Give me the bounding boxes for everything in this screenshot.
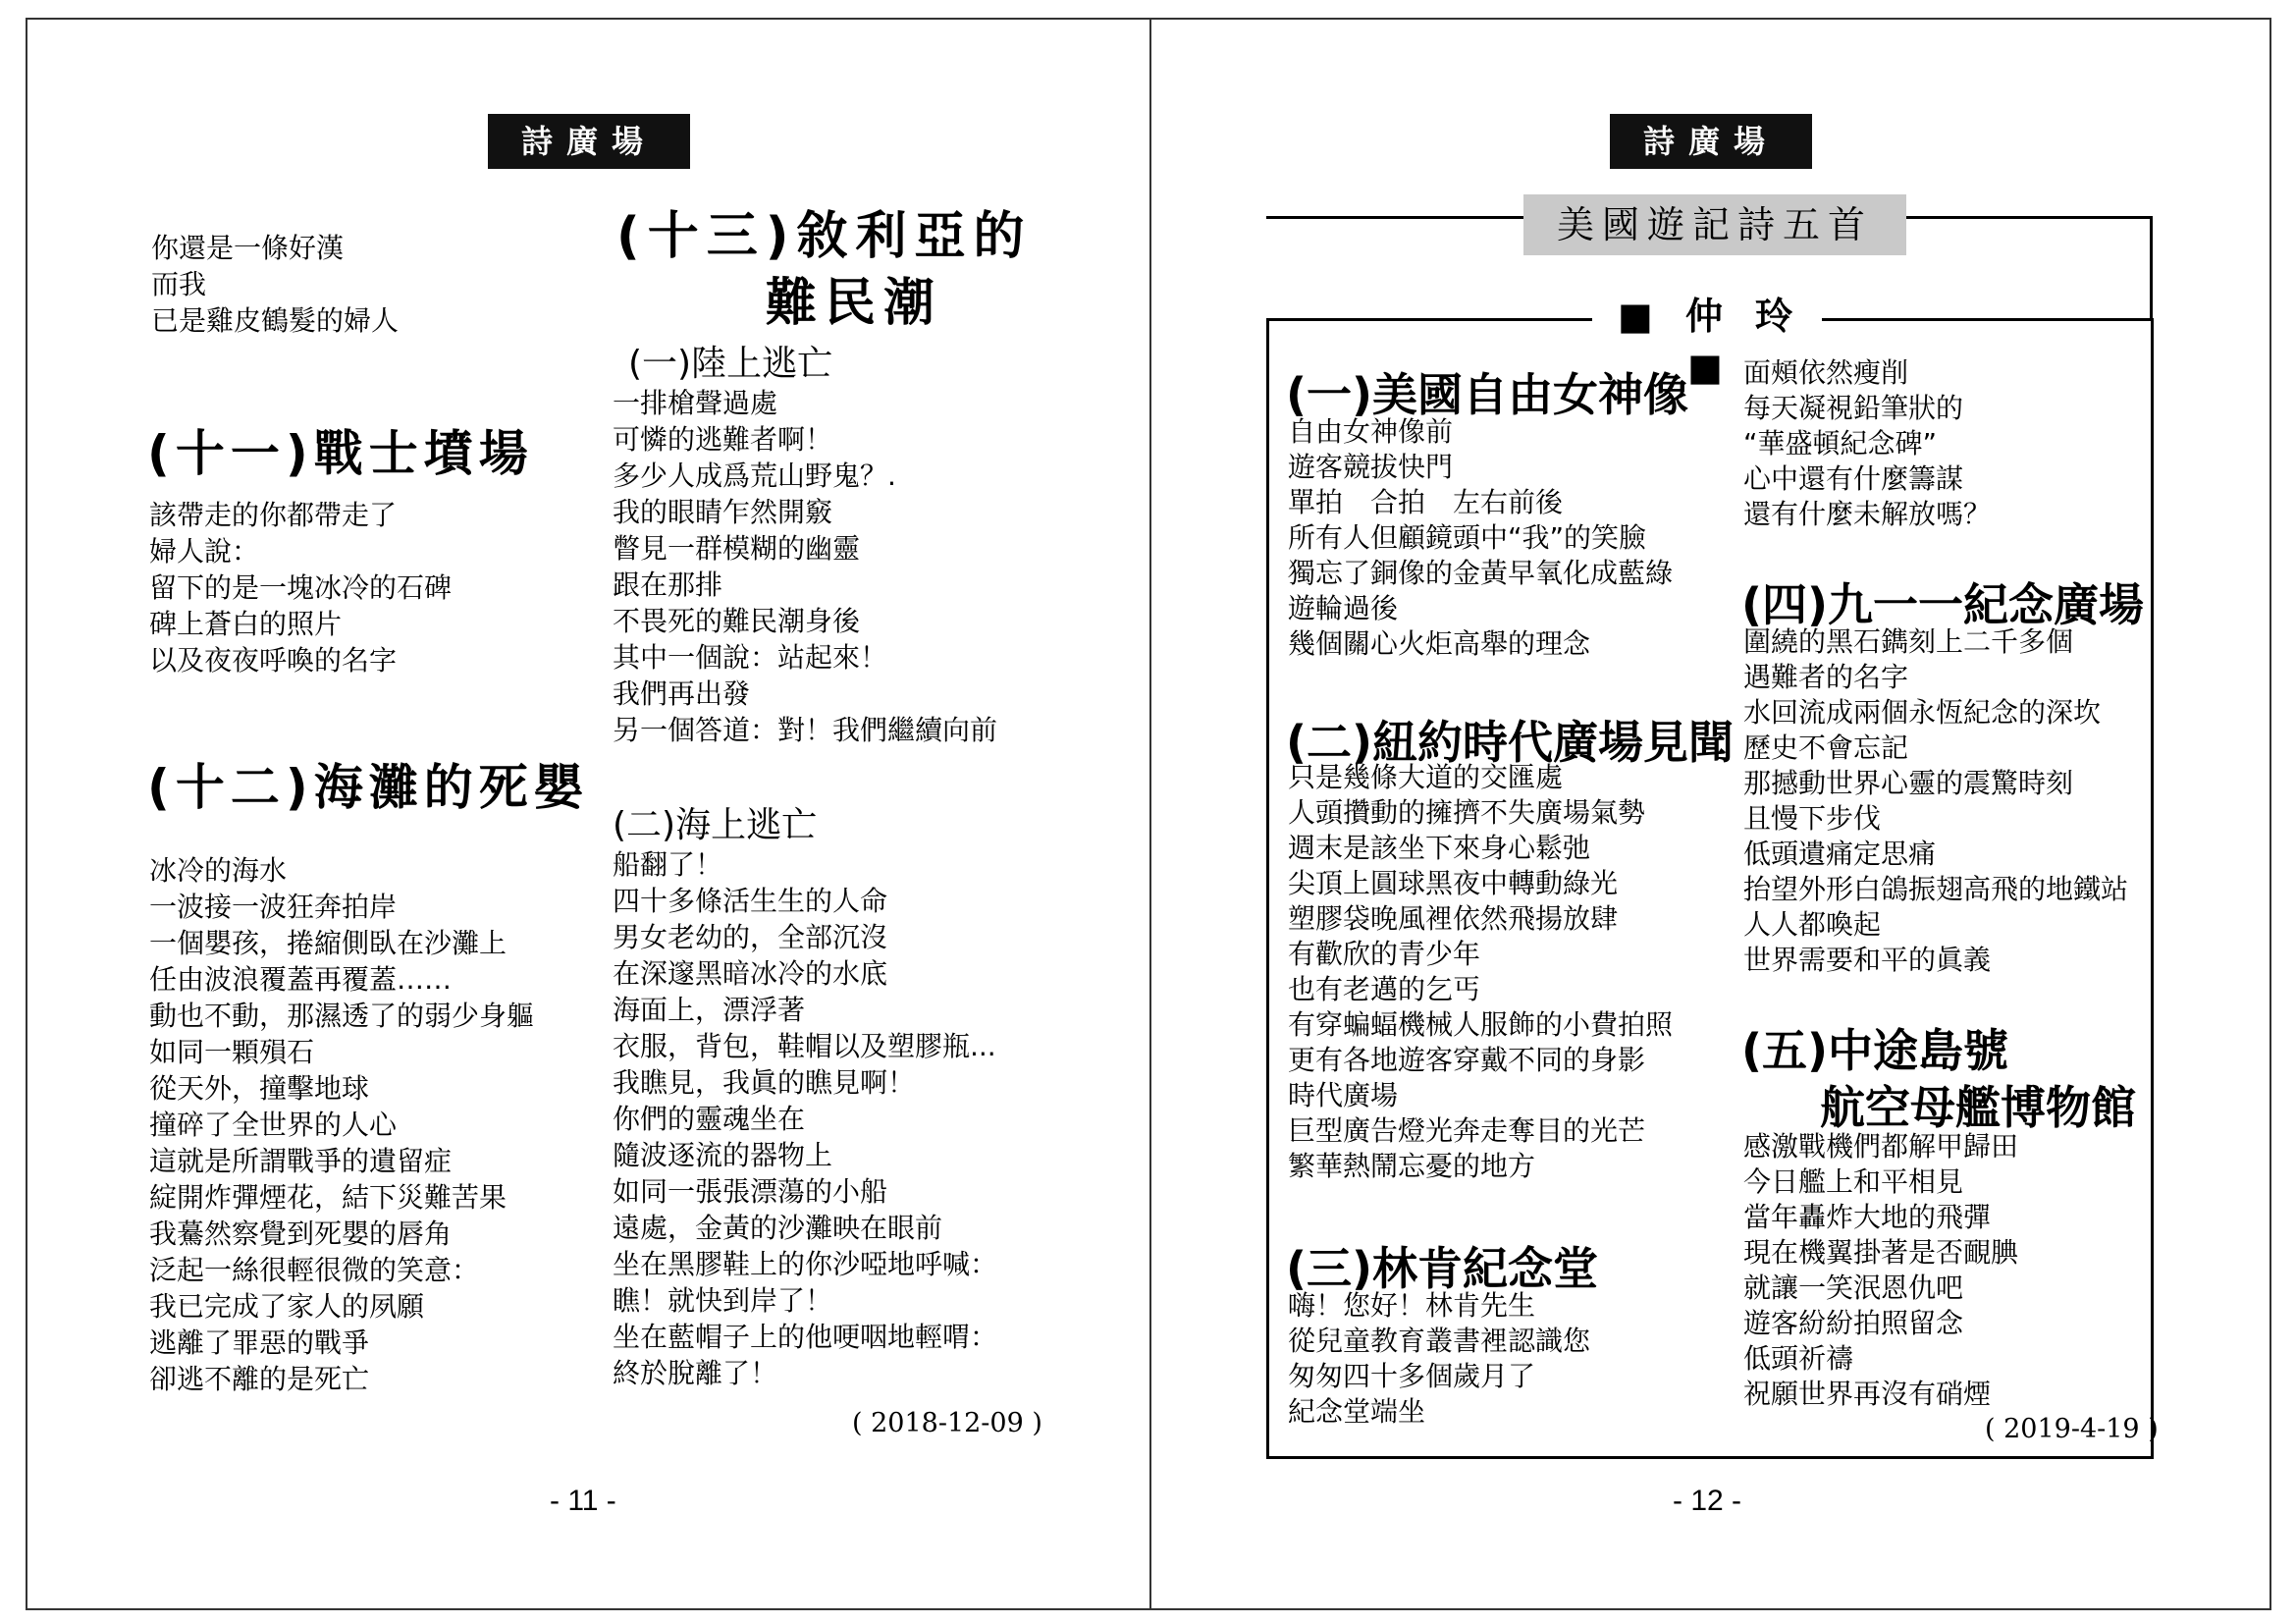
- poem-line: 那撼動世界心靈的震驚時刻: [1743, 767, 2074, 799]
- right-page-number: - 12 -: [1673, 1485, 1742, 1517]
- poem-line: 隨波逐流的器物上: [613, 1139, 833, 1171]
- poem-line: 更有各地遊客穿戴不同的身影: [1288, 1044, 1646, 1076]
- page-fold-line: [1149, 18, 1151, 1610]
- poem-line: 有歡欣的青少年: [1288, 938, 1481, 970]
- poem-line: 撞碎了全世界的人心: [149, 1109, 398, 1141]
- poem-line: 你們的靈魂坐在: [613, 1103, 806, 1135]
- poem-line: 巨型廣告燈光奔走奪目的光芒: [1288, 1114, 1646, 1147]
- poem-line: 以及夜夜呼喚的名字: [149, 644, 398, 677]
- right-page-date: ( 2019-4-19 ): [1985, 1414, 2159, 1444]
- poem-line: 紀念堂端坐: [1288, 1395, 1426, 1428]
- poem-line: 心中還有什麼籌謀: [1743, 462, 1964, 495]
- poem-line: 我的眼睛乍然開竅: [613, 496, 833, 528]
- poem-line: 也有老邁的乞丐: [1288, 973, 1481, 1005]
- poem-line: 感激戰機們都解甲歸田: [1743, 1130, 2019, 1163]
- poem-line: 如同一顆殞石: [149, 1036, 315, 1068]
- left-page-header: 詩廣場: [488, 114, 690, 169]
- poem-line: 任由波浪覆蓋再覆蓋……: [149, 963, 453, 996]
- poem12-title: (十二)海灘的死嬰: [147, 759, 589, 816]
- poem-line: 當年轟炸大地的飛彈: [1743, 1201, 1992, 1233]
- poem1-body: [1288, 414, 1673, 662]
- poem-line: 獨忘了銅像的金黃早氧化成藍綠: [1288, 557, 1674, 589]
- poem-line: 動也不動，那濕透了的弱少身軀: [149, 1000, 535, 1032]
- poem13-title-line1: (十三)敘利亞的: [616, 207, 1033, 266]
- poem-line: 已是雞皮鶴髮的婦人: [151, 304, 400, 337]
- poem-line: 從天外，撞擊地球: [149, 1072, 370, 1105]
- poem-line: 另一個答道：對！我們繼續向前: [613, 714, 998, 746]
- poem-line: 而我: [151, 268, 207, 300]
- poem5-title-line2: 航空母艦博物館: [1820, 1081, 2136, 1134]
- poem-line: 一排槍聲過處: [613, 387, 778, 419]
- poem-line: 圍繞的黑石鐫刻上二千多個: [1743, 625, 2074, 658]
- poem-line: 塑膠袋晚風裡依然飛揚放肆: [1288, 902, 1619, 935]
- poem2-body: [1288, 760, 1673, 1184]
- poem13-sub2-body: [613, 846, 997, 1391]
- poem-line: 低頭祈禱: [1743, 1342, 1854, 1375]
- poem-line: 面頰依然瘦削: [1743, 356, 1909, 389]
- frame-rule: [2150, 216, 2153, 320]
- poem13-title-line2: 難民潮: [766, 274, 943, 333]
- poem-line: 遊客競拔快門: [1288, 451, 1454, 483]
- poem-line: 我們再出發: [613, 677, 751, 710]
- poem-line: 水回流成兩個永恆紀念的深坎: [1743, 696, 2102, 729]
- poem-line: 一波接一波狂奔拍岸: [149, 891, 398, 923]
- poem-line: 在深邃黑暗冰冷的水底: [613, 957, 888, 990]
- poem-line: 幾個關心火炬高舉的理念: [1288, 627, 1591, 660]
- poem-line: 終於脫離了！: [613, 1357, 778, 1389]
- poem-line: 只是幾條大道的交匯處: [1288, 761, 1564, 793]
- poem-line: 遊客紛紛拍照留念: [1743, 1307, 1964, 1339]
- poem-line: 其中一個說：站起來！: [613, 641, 888, 674]
- author-name: ■ 仲 玲 ■: [1617, 294, 1803, 389]
- frame-rule: [1266, 216, 1523, 219]
- poem4-title: (四)九一一紀念廣場: [1741, 578, 2145, 631]
- poem13-sub1-body: [613, 385, 997, 748]
- poem-line: 我驀然察覺到死嬰的唇角: [149, 1218, 453, 1250]
- poem-line: 從兒童教育叢書裡認識您: [1288, 1325, 1591, 1357]
- poem-line: 綻開炸彈煙花，結下災難苦果: [149, 1181, 507, 1214]
- poem-line: 逃離了罪惡的戰爭: [149, 1326, 370, 1359]
- series-title: 美國遊記詩五首: [1523, 194, 1906, 255]
- poem-line: 祝願世界再沒有硝煙: [1743, 1378, 1992, 1410]
- poem-line: 尖頂上圓球黑夜中轉動綠光: [1288, 867, 1619, 899]
- poem-line: 海面上，漂浮著: [613, 994, 806, 1026]
- poem5-title-line1: (五)中途島號: [1741, 1024, 2009, 1077]
- intro-stanza: [151, 230, 399, 339]
- poem-line: 嗨！您好！林肯先生: [1288, 1289, 1536, 1322]
- left-page-number: - 11 -: [550, 1485, 616, 1517]
- poem-line: 還有什麼未解放嗎？: [1743, 498, 1992, 530]
- poem-line: 冰冷的海水: [149, 854, 288, 887]
- poem-line: 所有人但顧鏡頭中“我”的笑臉: [1288, 521, 1647, 554]
- poem3-body: [1288, 1288, 1590, 1430]
- poem-line: 如同一張張漂蕩的小船: [613, 1175, 888, 1208]
- poem-line: 我瞧見，我眞的瞧見啊！: [613, 1066, 916, 1099]
- poem-line: 且慢下步伐: [1743, 802, 1882, 835]
- poem11-body: [149, 497, 452, 678]
- poem-line: 該帶走的你都帶走了: [149, 499, 398, 531]
- poem-line: 坐在藍帽子上的他哽咽地輕喟：: [613, 1321, 998, 1353]
- poem-line: 有穿蝙蝠機械人服飾的小費拍照: [1288, 1008, 1674, 1041]
- poem-line: 婦人說：: [149, 535, 260, 568]
- poem-line: 遠處，金黃的沙灘映在眼前: [613, 1212, 943, 1244]
- poem-line: 人頭攢動的擁擠不失廣場氣勢: [1288, 796, 1646, 829]
- poem-line: 這就是所謂戰爭的遺留症: [149, 1145, 453, 1177]
- poem-line: 瞧！就快到岸了！: [613, 1284, 833, 1317]
- poem12-body: [149, 852, 534, 1397]
- poem-line: 碑上蒼白的照片: [149, 608, 343, 640]
- poem4-body: [1743, 624, 2128, 978]
- poem-line: 每天凝視鉛筆狀的: [1743, 392, 1964, 424]
- poem13-sub1-title: (一)陸上逃亡: [628, 344, 833, 384]
- poem1-title: (一)美國自由女神像: [1286, 368, 1689, 421]
- poem-line: 男女老幼的，全部沉沒: [613, 921, 888, 953]
- poem11-title: (十一)戰士墳場: [147, 425, 534, 482]
- poem-line: 多少人成爲荒山野鬼？.: [613, 460, 896, 492]
- poem-line: 抬望外形白鴿振翅高飛的地鐵站: [1743, 873, 2129, 905]
- poem-line: “華盛頓紀念碑”: [1743, 427, 1938, 460]
- poem-line: 歷史不會忘記: [1743, 731, 1909, 764]
- poem3-title: (三)林肯紀念堂: [1286, 1242, 1599, 1295]
- poem-line: 人人都喚起: [1743, 908, 1882, 941]
- poem-line: 週末是該坐下來身心鬆弛: [1288, 832, 1591, 864]
- poem-line: 現在機翼掛著是否靦腆: [1743, 1236, 2019, 1269]
- poem-line: 時代廣場: [1288, 1079, 1399, 1111]
- poem-line: 低頭遺痛定思痛: [1743, 838, 1937, 870]
- frame-rule: [1906, 216, 2152, 219]
- poem-line: 遇難者的名字: [1743, 661, 1909, 693]
- poem-line: 可憐的逃難者啊！: [613, 423, 833, 456]
- poem5-body: [1743, 1129, 2018, 1412]
- right-page-header: 詩廣場: [1610, 114, 1812, 169]
- poem-line: 自由女神像前: [1288, 415, 1454, 448]
- poem-line: 衣服，背包，鞋帽以及塑膠瓶...: [613, 1030, 996, 1062]
- poem2-title: (二)紐約時代廣場見聞: [1286, 716, 1735, 769]
- poem-line: 匆匆四十多個歲月了: [1288, 1360, 1536, 1392]
- poem-line: 就讓一笑泯恩仇吧: [1743, 1272, 1964, 1304]
- left-page-date: ( 2018-12-09 ): [852, 1408, 1042, 1438]
- poem3-continued: [1743, 355, 1991, 532]
- poem-line: 你還是一條好漢: [151, 232, 345, 264]
- poem-line: 遊輪過後: [1288, 592, 1399, 624]
- poem-line: 跟在那排: [613, 568, 723, 601]
- poem13-sub2-title: (二)海上逃亡: [613, 805, 818, 845]
- poem-line: 繁華熱鬧忘憂的地方: [1288, 1150, 1536, 1182]
- poem-line: 泛起一絲很輕很微的笑意：: [149, 1254, 480, 1286]
- poem-line: 我已完成了家人的夙願: [149, 1290, 425, 1323]
- poem-line: 今日艦上和平相見: [1743, 1165, 1964, 1198]
- poem-line: 不畏死的難民潮身後: [613, 605, 861, 637]
- poem-line: 世界需要和平的眞義: [1743, 944, 1992, 976]
- poem-line: 坐在黑膠鞋上的你沙啞地呼喊：: [613, 1248, 998, 1280]
- poem-line: 留下的是一塊冰冷的石碑: [149, 571, 453, 604]
- poem-line: 船翻了！: [613, 848, 723, 881]
- poem-line: 卻逃不離的是死亡: [149, 1363, 370, 1395]
- poem-line: 單拍 合拍 左右前後: [1288, 486, 1564, 518]
- poem-line: 瞥見一群模糊的幽靈: [613, 532, 861, 565]
- poem-line: 一個嬰孩，捲縮側臥在沙灘上: [149, 927, 507, 959]
- poem-line: 四十多條活生生的人命: [613, 885, 888, 917]
